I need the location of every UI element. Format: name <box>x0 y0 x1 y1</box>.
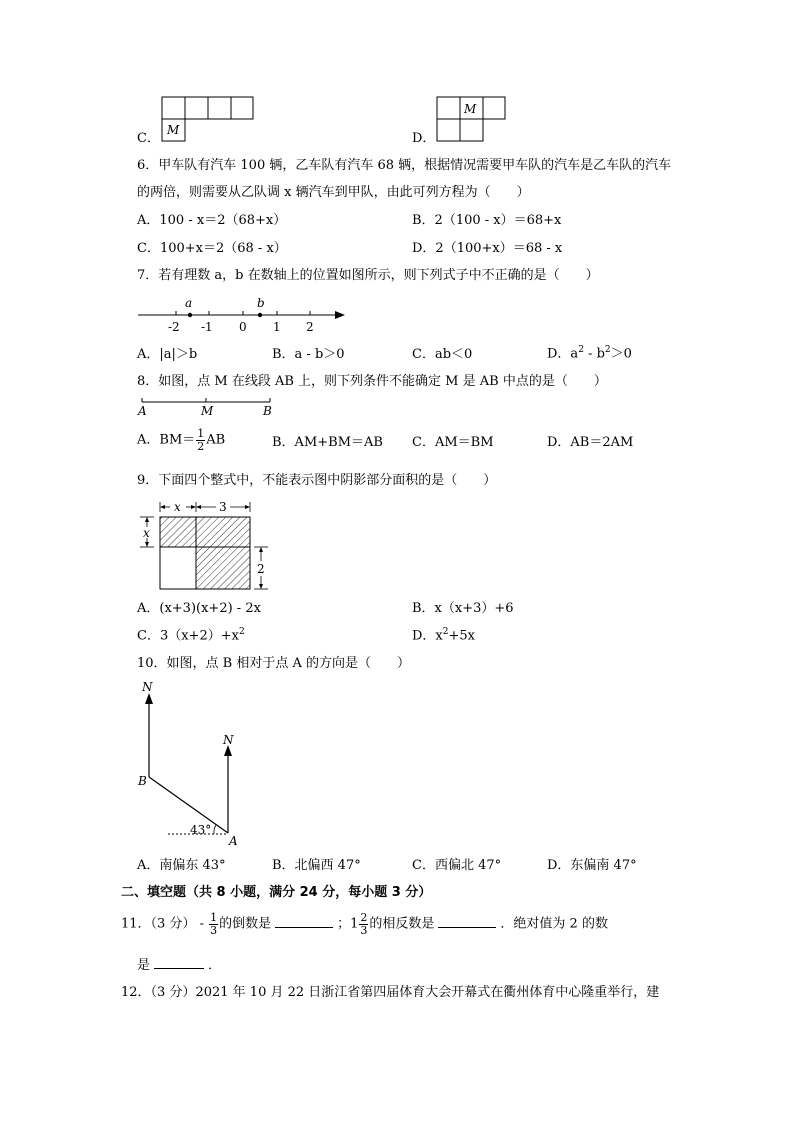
q10-option-a: A．南偏东 43° <box>137 858 226 873</box>
dim-label-side-2: 2 <box>257 562 265 576</box>
tick-label-neg1: -1 <box>201 320 213 334</box>
q8-option-c: C．AM＝BM <box>412 435 494 450</box>
q11-line1: 11．（3 分） - $\frac{1}{3}$ 的倒数是 ；1 $\frac{2}{3}$ 的相反数是 ．绝对值为 2 的数 <box>121 911 608 937</box>
angle-label: 43° <box>190 823 212 837</box>
q10-stem: 10．如图，点 B 相对于点 A 的方向是（ ） <box>137 656 411 671</box>
fraction-one-third: $\frac{1}{3}$ <box>210 911 218 937</box>
q11-blank-3[interactable] <box>154 957 204 969</box>
segment-label-a: A <box>138 404 147 418</box>
q7-option-d: D．$a^2 - b^2>0$ <box>547 345 632 362</box>
point-b-label: b <box>257 296 265 310</box>
q5-option-d-cell-m: M <box>464 102 477 116</box>
dim-label-top-3: 3 <box>219 500 227 514</box>
north-label-b: N <box>142 680 153 694</box>
q8-option-b: B．AM+BM＝AB <box>272 435 383 450</box>
segment-label-b: B <box>263 404 272 418</box>
q6-stem-line1: 6．甲车队有汽车 100 辆，乙车队有汽车 68 辆，根据情况需要甲车队的汽车是乙车队的汽车 <box>137 158 672 173</box>
point-a-label: a <box>185 296 193 310</box>
q6-option-a: A．100 - x＝2（68+x） <box>137 213 287 228</box>
q10-option-d: D．东偏南 47° <box>547 858 637 873</box>
q9-option-a: A．(x+3)(x+2) - 2x <box>137 601 261 616</box>
tick-label-0: 0 <box>239 320 247 334</box>
q8-option-a: A．BM＝ $\frac{1}{2}$ AB <box>137 427 226 453</box>
section2-title: 二、填空题（共 8 小题，满分 24 分，每小题 3 分） <box>121 885 432 900</box>
dim-label-top-x: x <box>174 500 181 514</box>
q11-line2: 是 ． <box>137 958 222 973</box>
q7-stem: 7．若有理数 a，b 在数轴上的位置如图所示，则下列式子中不正确的是（ ） <box>137 268 599 283</box>
q7-option-b: B．a - b＞0 <box>272 347 345 362</box>
q5-option-c-label: C． <box>137 131 160 146</box>
fraction-two-thirds: $\frac{2}{3}$ <box>360 911 368 937</box>
point-label-b: B <box>138 774 147 788</box>
q11-blank-1[interactable] <box>275 916 333 928</box>
q9-option-d: D．$x^2+5x$ <box>412 627 475 644</box>
tick-label-1: 1 <box>273 320 281 334</box>
q12-line1: 12．（3 分）2021 年 10 月 22 日浙江省第四届体育大会开幕式在衢州体育中心隆重举行，建 <box>121 985 660 1000</box>
q7-option-a: A．|a|＞b <box>137 347 198 362</box>
q6-stem-line2: 的两倍，则需要从乙队调 x 辆汽车到甲队，由此可列方程为（ ） <box>137 185 530 200</box>
q10-option-b: B．北偏西 47° <box>272 858 361 873</box>
tick-label-neg2: -2 <box>168 320 180 334</box>
dim-label-side-x: x <box>143 526 150 540</box>
north-label-a: N <box>223 733 234 747</box>
q6-option-d: D．2（100+x）＝68 - x <box>412 241 563 256</box>
q5-option-d-label: D． <box>412 131 436 146</box>
q7-option-c: C．ab＜0 <box>412 347 473 362</box>
segment-label-m: M <box>201 404 214 418</box>
q9-option-b: B．x（x+3）+6 <box>412 601 514 616</box>
point-label-a: A <box>229 834 238 848</box>
q6-option-b: B．2（100 - x）＝68+x <box>412 213 562 228</box>
q8-option-d: D．AB＝2AM <box>547 435 634 450</box>
q6-option-c: C．100+x＝2（68 - x） <box>137 241 287 256</box>
q9-stem: 9．下面四个整式中，不能表示图中阴影部分面积的是（ ） <box>137 473 497 488</box>
q9-option-c: C．$3(x+2)+x^2$ <box>137 627 245 644</box>
q8-stem: 8．如图，点 M 在线段 AB 上，则下列条件不能确定 M 是 AB 中点的是（ ） <box>137 374 607 389</box>
tick-label-2: 2 <box>306 320 314 334</box>
q11-blank-2[interactable] <box>438 916 496 928</box>
fraction-one-half: $\frac{1}{2}$ <box>197 427 205 453</box>
q10-option-c: C．西偏北 47° <box>412 858 502 873</box>
q5-option-c-cell-m: M <box>167 123 180 137</box>
